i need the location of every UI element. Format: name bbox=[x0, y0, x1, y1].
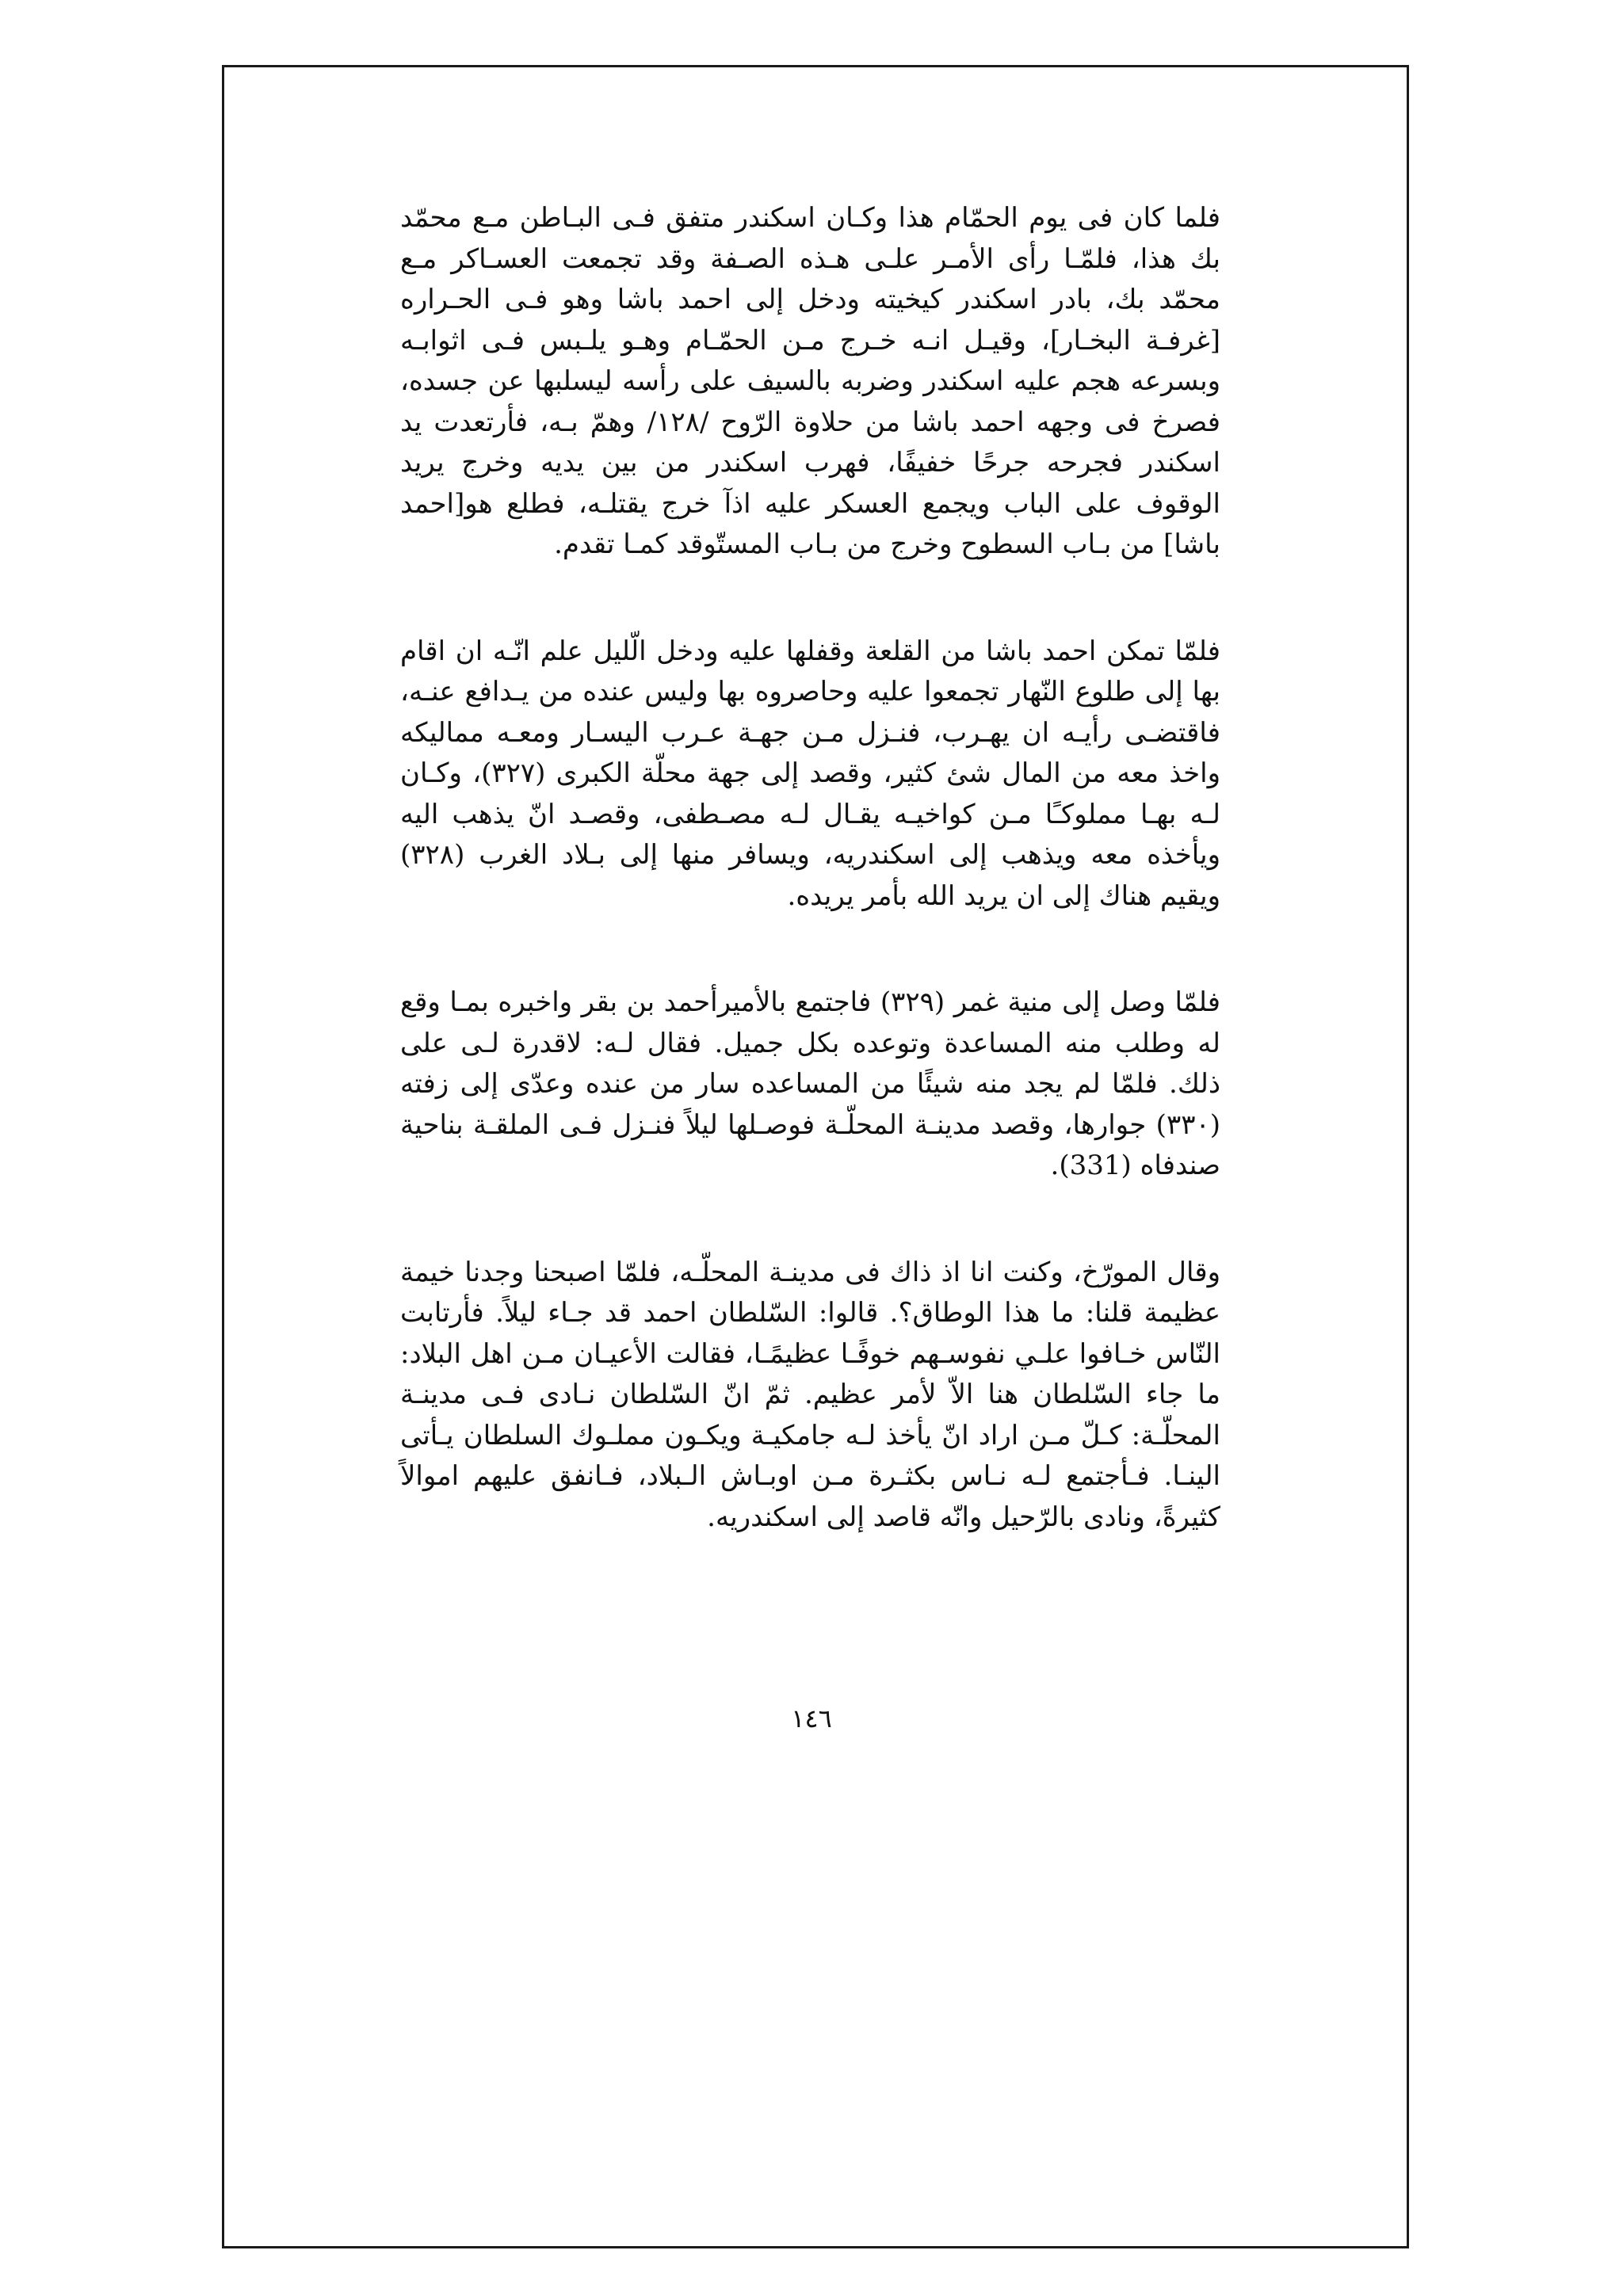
paragraph-2: فلمّا تمكن احمد باشا من القلعة وقفلها عليه ودخل الّليل علم انّـه ان اقام بها إلى طلوع النّهار تجمعوا عليه وحاصروه بها وليس عنده من يـدافع عنـه، فاقتضـى رأيـه ان يهـرب، فنـزل مـن جهـة عـرب اليسـار ومعـه مماليكه واخذ معه من المال شئ كثير، وقصد إلى جهة محلّة الكبرى (٣٢٧)، وكـان لـه بهـا مملوكـًا مـن كواخيـه يقـال لـه مصـطفى، وقصـد انّ يذهب اليه ويأخذه معه ويذهب إلى اسكندريه، ويسافر منها إلى بـلاد الغرب (٣٢٨) ويقيم هناك إلى ان يريد الله بأمر يريده. bbox=[400, 635, 1220, 912]
paragraph-3: فلمّا وصل إلى منية غمر (٣٢٩) فاجتمع بالأميرأحمد بن بقر واخبره بمـا وقع له وطلب منه المساعدة وتوعده بكل جميل. فقال لـه: لاقدرة لـى على ذلك. فلمّا لم يجد منه شيئًا من المساعده سار من عنده وعدّى إلى زفته (٣٣٠) جوارها، وقصد مدينـة المحلّـة فوصـلها ليلاً فنـزل فـى الملقـة بناحية صندفاه (331). bbox=[400, 986, 1221, 1181]
body-text bbox=[400, 198, 1220, 1538]
page-number: ١٤٦ bbox=[791, 1703, 832, 1733]
paragraph-4: وقال المورّخ، وكنت انا اذ ذاك فى مدينـة المحلّـه، فلمّا اصبحنا وجدنا خيمة عظيمة قلنا: ما هذا الوطاق؟. قالوا: السّلطان احمد قد جـاء ليلاً. فأرتابت النّاس خـافوا علـي نفوسـهم خوفًـا عظيمًـا، فقالت الأعيـان مـن اهل البلاد: ما جاء السّلطان هنا الاّ لأمر عظيم. ثمّ انّ السّلطان نـادى فـى مدينـة المحلّـة: كـلّ مـن اراد انّ يأخذ لـه جامكيـة ويكـون مملـوك السلطان يـأتى الينـا. فـأجتمع لـه نـاس بكثـرة مـن اوبـاش الـبلاد، فـانفق عليهم اموالاً كثيرةً، ونادى بالرّحيل وانّه قاصد إلى اسكندريه. bbox=[400, 1256, 1220, 1533]
paragraph-1: فلما كان فى يوم الحمّام هذا وكـان اسكندر متفق فـى البـاطن مـع محمّد بك هذا، فلمّـا رأى الأمـر علـى هـذه الصـفة وقد تجمعت العسـاكر مـع محمّد بك، بادر اسكندر كيخيته ودخل إلى احمد باشا وهو فـى الحـراره [غرفـة البخـار]، وقيـل انـه خـرج مـن الحمّـام وهـو يلـبس فـى اثوابـه وبسرعه هجم عليه اسكندر وضربه بالسيف على رأسه ليسلبها عن جسده، فصرخ فى وجهه احمد باشا من حلاوة الرّوح /١٢٨/ وهمّ بـه، فأرتعدت يد اسكندر فجرحه جرحًا خفيفًا، فهرب اسكندر من بين يديه وخرج يريد الوقوف على الباب ويجمع العسكر عليه اذآ خرج يقتلـه، فطلع هو[احمد باشا] من بـاب السطوح وخرج من بـاب المستّوقد كمـا تقدم. bbox=[400, 202, 1220, 560]
